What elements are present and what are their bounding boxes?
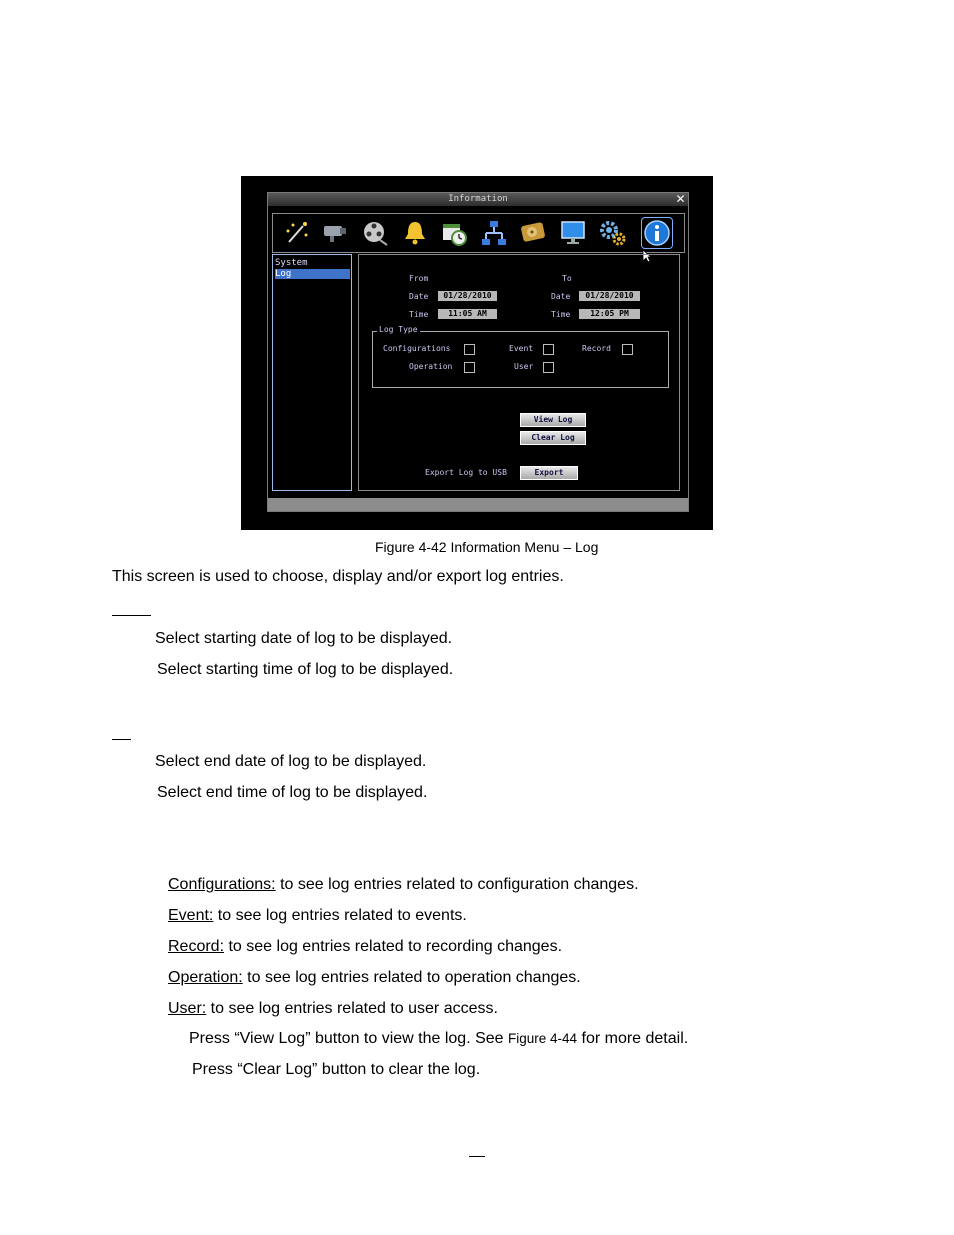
wand-icon[interactable] <box>281 218 311 248</box>
camera-icon[interactable] <box>320 218 350 248</box>
user-description <box>168 999 498 1019</box>
info-icon[interactable] <box>642 218 672 248</box>
bell-icon[interactable] <box>400 218 430 248</box>
operation-label: Operation <box>409 362 453 371</box>
log-type-group <box>372 331 669 388</box>
log-panel <box>358 254 680 491</box>
export-label: Export Log to USB <box>425 468 507 477</box>
intro-text: This screen is used to choose, display and/or export log entries. <box>112 568 564 585</box>
operation-checkbox[interactable] <box>464 362 475 373</box>
monitor-icon[interactable] <box>558 218 588 248</box>
film-reel-icon[interactable] <box>360 218 390 248</box>
network-icon[interactable] <box>479 218 509 248</box>
from-date-field[interactable]: 01/28/2010 <box>438 291 497 301</box>
event-term: Event: <box>168 907 214 924</box>
record-label: Record <box>582 344 611 353</box>
user-term: User: <box>168 1000 207 1017</box>
view-log-text-end: for more detail. <box>577 1030 689 1047</box>
log-type-legend: Log Type <box>379 325 418 334</box>
configurations-term: Configurations: <box>168 876 276 893</box>
export-button[interactable]: Export <box>520 466 578 480</box>
from-time-field[interactable]: 11:05 AM <box>438 309 497 319</box>
figure-caption: Figure 4-42 Information Menu – Log <box>375 539 599 555</box>
event-text: to see log entries related to events. <box>213 907 467 924</box>
record-text: to see log entries related to recording changes. <box>224 938 563 955</box>
configurations-text: to see log entries related to configuration changes. <box>275 876 639 893</box>
operation-description <box>168 968 581 988</box>
event-label: Event <box>509 344 534 353</box>
close-icon[interactable]: ✕ <box>675 192 686 206</box>
information-window <box>267 192 689 512</box>
sidebar-item-system[interactable]: System <box>275 258 308 268</box>
configurations-checkbox[interactable] <box>464 344 475 355</box>
view-log-description <box>189 1029 688 1049</box>
record-term: Record: <box>168 938 225 955</box>
from-date-label: Date <box>409 292 429 301</box>
record-description <box>168 937 562 957</box>
record-checkbox[interactable] <box>622 344 633 355</box>
sidebar-item-log[interactable]: Log <box>275 269 350 279</box>
to-time-description: Select end time of log to be displayed. <box>157 784 428 801</box>
from-heading-rule <box>112 615 151 616</box>
from-heading: From <box>409 274 429 283</box>
calendar-clock-icon[interactable] <box>439 218 469 248</box>
toolbar <box>272 213 685 253</box>
clear-log-button[interactable]: Clear Log <box>520 431 586 445</box>
hard-disk-icon[interactable] <box>518 218 548 248</box>
status-bar <box>268 498 688 511</box>
from-time-description: Select starting time of log to be displayed. <box>157 661 454 678</box>
to-date-field[interactable]: 01/28/2010 <box>579 291 640 301</box>
view-log-text: Press “View Log” button to view the log. See <box>189 1030 508 1047</box>
user-label: User <box>514 362 534 371</box>
operation-text: to see log entries related to operation changes. <box>242 969 581 986</box>
to-heading: To <box>562 274 572 283</box>
event-description <box>168 906 467 926</box>
user-checkbox[interactable] <box>543 362 554 373</box>
sidebar <box>272 254 352 491</box>
from-date-description: Select starting date of log to be displayed. <box>155 630 453 647</box>
dvr-screenshot <box>241 176 713 530</box>
gears-icon[interactable] <box>598 218 628 248</box>
to-heading-rule <box>112 739 131 740</box>
page-number-rule <box>469 1156 485 1157</box>
to-date-label: Date <box>551 292 571 301</box>
from-time-label: Time <box>409 310 429 319</box>
window-title: Information <box>268 193 688 206</box>
user-text: to see log entries related to user access. <box>206 1000 498 1017</box>
to-time-label: Time <box>551 310 571 319</box>
figure-reference: Figure 4-44 <box>508 1031 578 1046</box>
configurations-label: Configurations <box>383 344 451 353</box>
to-date-description: Select end date of log to be displayed. <box>155 753 427 770</box>
configurations-description <box>168 875 639 895</box>
to-time-field[interactable]: 12:05 PM <box>579 309 640 319</box>
event-checkbox[interactable] <box>543 344 554 355</box>
operation-term: Operation: <box>168 969 243 986</box>
clear-log-description: Press “Clear Log” button to clear the log. <box>192 1061 481 1078</box>
view-log-button[interactable]: View Log <box>520 413 586 427</box>
